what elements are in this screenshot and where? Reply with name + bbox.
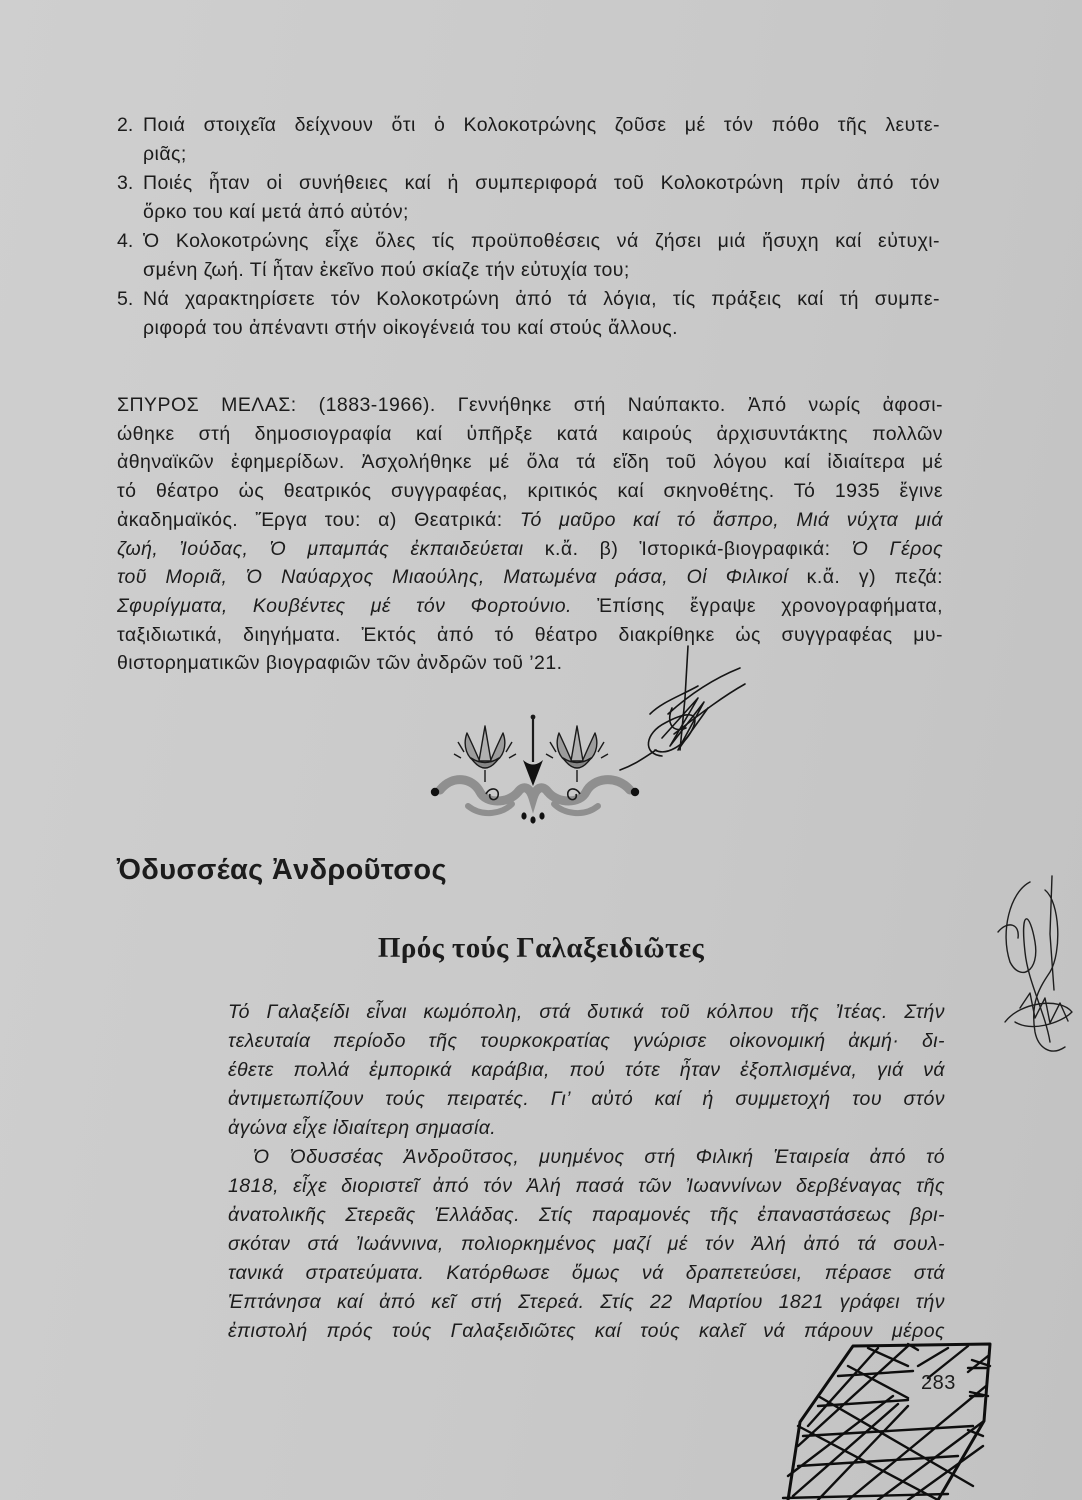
bio-line: ώθηκε στή δημοσιογραφία καί ὑπῆρξε κατά καιρούς ἀρχισυντάκτης πολλῶν	[117, 422, 943, 445]
question-line: Ποιές ἦταν οἱ συνήθειες καί ἡ συμπεριφορά τοῦ Κολοκοτρώνη πρίν ἀπό τόν	[143, 172, 940, 194]
question-number: 3.	[117, 172, 134, 194]
bio-text: ἀκαδημαϊκός. Ἔργα του: α) Θεατρικά:	[117, 508, 520, 531]
bio-line: ΣΠΥΡΟΣ ΜΕΛΑΣ: (1883-1966). Γεννήθηκε στή Ναύπακτο. Ἀπό νωρίς ἀφοσι-	[117, 394, 943, 416]
author-heading: Ὀδυσσέας Ἀνδροῦτσος	[117, 854, 447, 886]
bio-line	[117, 592, 943, 621]
intro-line: ἐπιστολή πρός τούς Γαλαξειδιῶτες καί τούς καλεῖ νά πάρουν μέρος	[228, 1320, 945, 1342]
bio-line	[117, 535, 943, 564]
right-tulip-ornament	[546, 726, 608, 782]
scroll-base-ornament	[431, 780, 639, 824]
intro-line: Ὁ Ὀδυσσέας Ἀνδροῦτσος, μυημένος στή Φιλική Ἑταιρεία ἀπό τό	[253, 1146, 945, 1168]
bio-text: κ.ἄ. β) Ἱστορικά-βιογραφικά:	[523, 537, 852, 560]
question-line: ριφορά του ἀπέναντι στήν οἰκογένειά του καί στούς ἄλλους.	[143, 317, 679, 339]
bio-text: κ.ἄ. γ) πεζά:	[788, 566, 943, 589]
intro-line: τελευταία περίοδο τῆς τουρκοκρατίας γνώρισε οἰκονομική ἀκμή· δι-	[228, 1030, 945, 1052]
bio-line: θιστορηματικῶν βιογραφιῶν τῶν ἀνδρῶν τοῦ ’21.	[117, 652, 563, 675]
study-questions	[117, 111, 940, 343]
bio-line	[117, 506, 943, 535]
intro-line: σκόταν στά Ἰωάννινα, πολιορκημένος μαζί μέ τόν Ἀλή ἀπό τά σουλ-	[228, 1233, 945, 1255]
bio-line: ἀθηναϊκῶν ἐφημερίδων. Ἀσχολήθηκε μέ ὅλα τά εἴδη τοῦ λόγου καί ἰδιαίτερα μέ	[117, 451, 943, 474]
central-spike-ornament	[523, 715, 543, 786]
intro-line: τανικά στρατεύματα. Κατόρθωσε ὅμως νά δραπετεύσει, πέρασε στά	[228, 1262, 945, 1284]
question-number: 4.	[117, 230, 134, 252]
question-number: 2.	[117, 114, 134, 136]
intro-line: ἀντιμετωπίζουν τούς πειρατές. Γι’ αὐτό καί ἡ συμμετοχή του στόν	[228, 1088, 945, 1110]
question-item	[117, 169, 940, 227]
signature-scribble	[600, 638, 750, 773]
work-titles: Ὁ Γέρος	[851, 537, 943, 560]
page-number: 283	[921, 1372, 956, 1394]
work-titles: Τό μαῦρο καί τό ἄσπρο, Μιά νύχτα μιά	[519, 508, 943, 531]
work-titles: ζωή, Ἰούδας, Ὁ μπαμπάς ἐκπαιδεύεται	[117, 537, 524, 560]
question-line: Νά χαρακτηρίσετε τόν Κολοκοτρώνη ἀπό τά λόγια, τίς πράξεις καί τή συμπε-	[143, 288, 940, 310]
question-item	[117, 227, 940, 285]
intro-line: έθετε πολλά ἐμπορικά καράβια, πού τότε ἦταν ἐξοπλισμένα, γιά νά	[228, 1059, 945, 1081]
intro-line: ἀγώνα εἶχε ἰδιαίτερη σημασία.	[228, 1117, 497, 1139]
intro-line: ἀνατολικῆς Στερεᾶς Ἑλλάδας. Στίς παραμονές τῆς ἐπαναστάσεως βρι-	[228, 1204, 945, 1226]
text-title: Πρός τούς Γαλαξειδιῶτες	[377, 932, 705, 964]
question-line: Ποιά στοιχεῖα δείχνουν ὅτι ὁ Κολοκοτρώνης ζοῦσε μέ τόν πόθο τῆς λευτε-	[143, 114, 940, 136]
intro-paragraphs	[228, 998, 945, 1346]
question-line: Ὁ Κολοκοτρώνης εἶχε ὅλες τίς προϋποθέσεις νά ζήσει μιά ἥσυχη καί εὐτυχι-	[143, 230, 940, 252]
work-titles: Σφυρίγματα, Κουβέντες μέ τόν Φορτούνιο.	[117, 594, 572, 617]
intro-line: Ἑπτάνησα καί ἀπό κεῖ στή Στερεά. Στίς 22 Μαρτίου 1821 γράφει τήν	[228, 1291, 945, 1313]
bio-text: Ἐπίσης ἔγραψε χρονογραφήματα,	[571, 594, 943, 617]
work-titles: τοῦ Μοριᾶ, Ὁ Ναύαρχος Μιαούλης, Ματωμένα ράσα, Οἱ Φιλικοί	[117, 566, 789, 589]
question-number: 5.	[117, 288, 134, 310]
question-item	[117, 285, 940, 343]
left-tulip-ornament	[454, 726, 516, 782]
margin-scribble	[990, 872, 1078, 1062]
intro-line: Τό Γαλαξείδι εἶναι κωμόπολη, στά δυτικά τοῦ κόλπου τῆς Ἰτέας. Στήν	[228, 1001, 945, 1023]
intro-line: 1818, εἶχε διοριστεῖ ἀπό τόν Ἀλή πασά τῶν Ἰωαννίνων δερβέναγας τῆς	[228, 1175, 945, 1197]
question-line: ὅρκο του καί μετά ἀπό αὐτόν;	[143, 201, 409, 223]
bio-line	[117, 563, 943, 592]
question-line: ριᾶς;	[143, 143, 187, 165]
crossed-out-scribble	[758, 1326, 994, 1500]
bio-line: ταξιδιωτικά, διηγήματα. Ἐκτός ἀπό τό θέατρο διακρίθηκε ὡς συγγραφέας μυ-	[117, 623, 943, 646]
bio-line: τό θέατρο ὡς θεατρικός συγγραφέας, κριτικός καί σκηνοθέτης. Τό 1935 ἔγινε	[117, 480, 943, 503]
author-biography	[117, 391, 943, 678]
question-line: σμένη ζωή. Τί ἦταν ἐκεῖνο πού σκίαζε τήν εὐτυχία του;	[143, 259, 630, 281]
question-item	[117, 111, 940, 169]
